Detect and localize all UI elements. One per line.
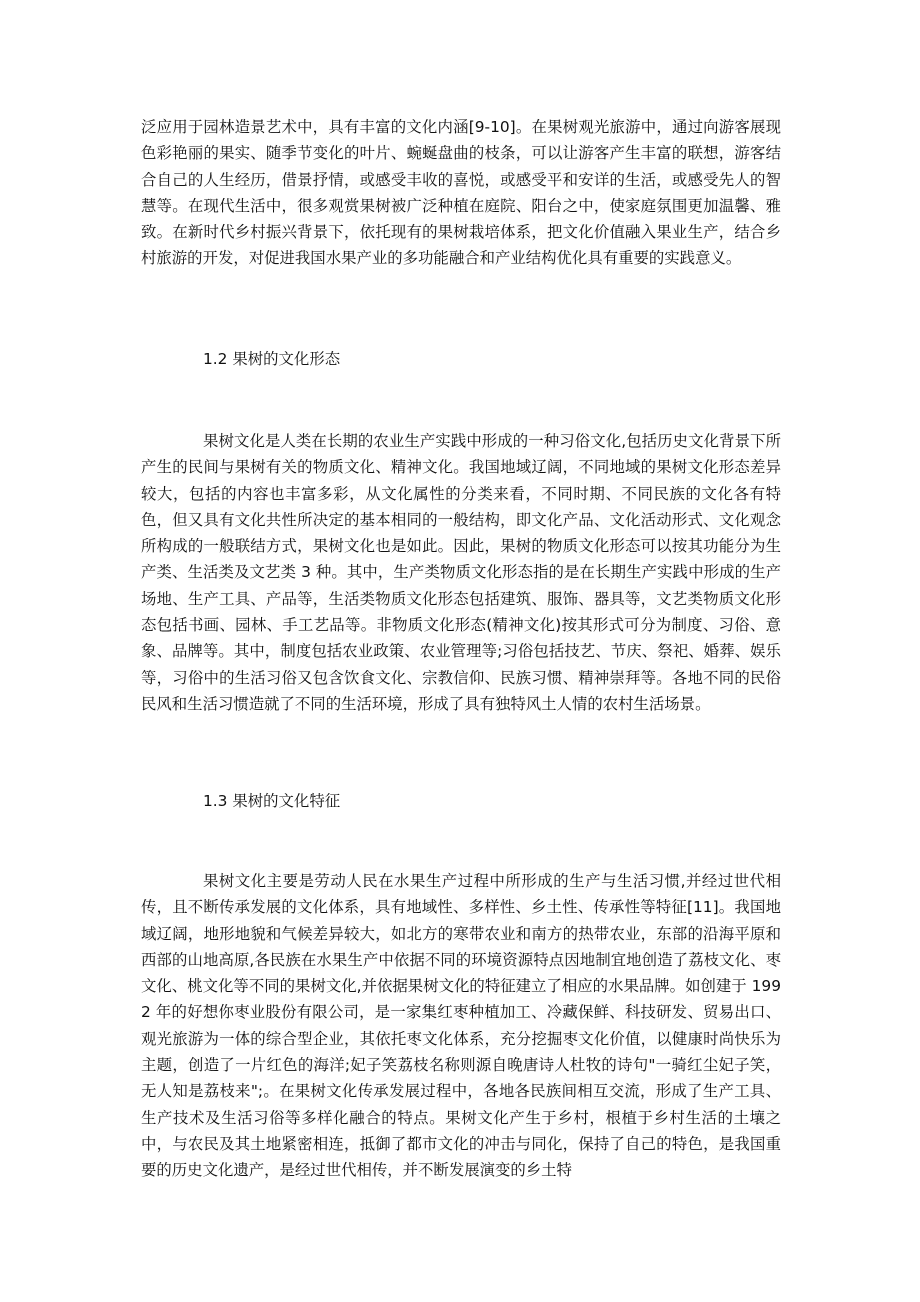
section-heading-1-2: 1.2 果树的文化形态 <box>203 350 341 368</box>
section-heading-1-3: 1.3 果树的文化特征 <box>203 792 341 810</box>
paragraph-intro-continued: 泛应用于园林造景艺术中，具有丰富的文化内涵[9-10]。在果树观光旅游中，通过向游客展现色彩艳丽的果实、随季节变化的叶片、蜿蜒盘曲的枝条，可以让游客产生丰富的联想，游客结合自己的人生经历，借景抒情，或感受丰收的喜悦，或感受平和安详的生活，或感受先人的智慧等。在现代生活中，很多观赏果树被广泛种植在庭院、阳台之中，使家庭氛围更加温馨、雅致。在新时代乡村振兴背景下，依托现有的果树栽培体系，把文化价值融入果业生产，结合乡村旅游的开发，对促进我国水果产业的多功能融合和产业结构优化具有重要的实践意义。 <box>141 118 781 268</box>
paragraph-cultural-forms: 果树文化是人类在长期的农业生产实践中形成的一种习俗文化,包括历史文化背景下所产生的民间与果树有关的物质文化、精神文化。我国地域辽阔，不同地域的果树文化形态差异较大，包括的内容也丰富多彩，从文化属性的分类来看，不同时期、不同民族的文化各有特色，但又具有文化共性所决定的基本相同的一般结构，即文化产品、文化活动形式、文化观念所构成的一般联结方式，果树文化也是如此。因此，果树的物质文化形态可以按其功能分为生产类、生活类及文艺类 3 种。其中，生产类物质文化形态指的是在长期生产实践中形成的生产场地、生产工具、产品等，生活类物质文化形态包括建筑、服饰、器具等，文艺类物质文化形态包括书画、园林、手工艺品等。非物质文化形态(精神文化)按其形式可分为制度、习俗、意象、品牌等。其中，制度包括农业政策、农业管理等;习俗包括技艺、节庆、祭祀、婚葬、娱乐等，习俗中的生活习俗又包含饮食文化、宗教信仰、民族习惯、精神崇拜等。各地不同的民俗民风和生活习惯造就了不同的生活环境，形成了具有独特风土人情的农村生活场景。 <box>141 432 781 713</box>
paragraph-cultural-features: 果树文化主要是劳动人民在水果生产过程中所形成的生产与生活习惯,并经过世代相传，且不断传承发展的文化体系，具有地域性、多样性、乡土性、传承性等特征[11]。我国地域辽阔，地形地貌和气候差异较大，如北方的寒带农业和南方的热带农业，东部的沿海平原和西部的山地高原,各民族在水果生产中依据不同的环境资源特点因地制宜地创造了荔枝文化、枣文化、桃文化等不同的果树文化,并依据果树文化的特征建立了相应的水果品牌。如创建于 1992 年的好想你枣业股份有限公司，是一家集红枣种植加工、冷藏保鲜、科技研发、贸易出口、观光旅游为一体的综合型企业，其依托枣文化体系，充分挖掘枣文化价值，以健康时尚快乐为主题，创造了一片红色的海洋;妃子笑荔枝名称则源自晚唐诗人杜牧的诗句"一骑红尘妃子笑，无人知是荔枝来";。在果树文化传承发展过程中，各地各民族间相互交流，形成了生产工具、生产技术及生活习俗等多样化融合的特点。果树文化产生于乡村，根植于乡村生活的土壤之中，与农民及其土地紧密相连，抵御了都市文化的冲击与同化，保持了自己的特色，是我国重要的历史文化遗产，是经过世代相传，并不断发展演变的乡土特 <box>141 872 781 1180</box>
